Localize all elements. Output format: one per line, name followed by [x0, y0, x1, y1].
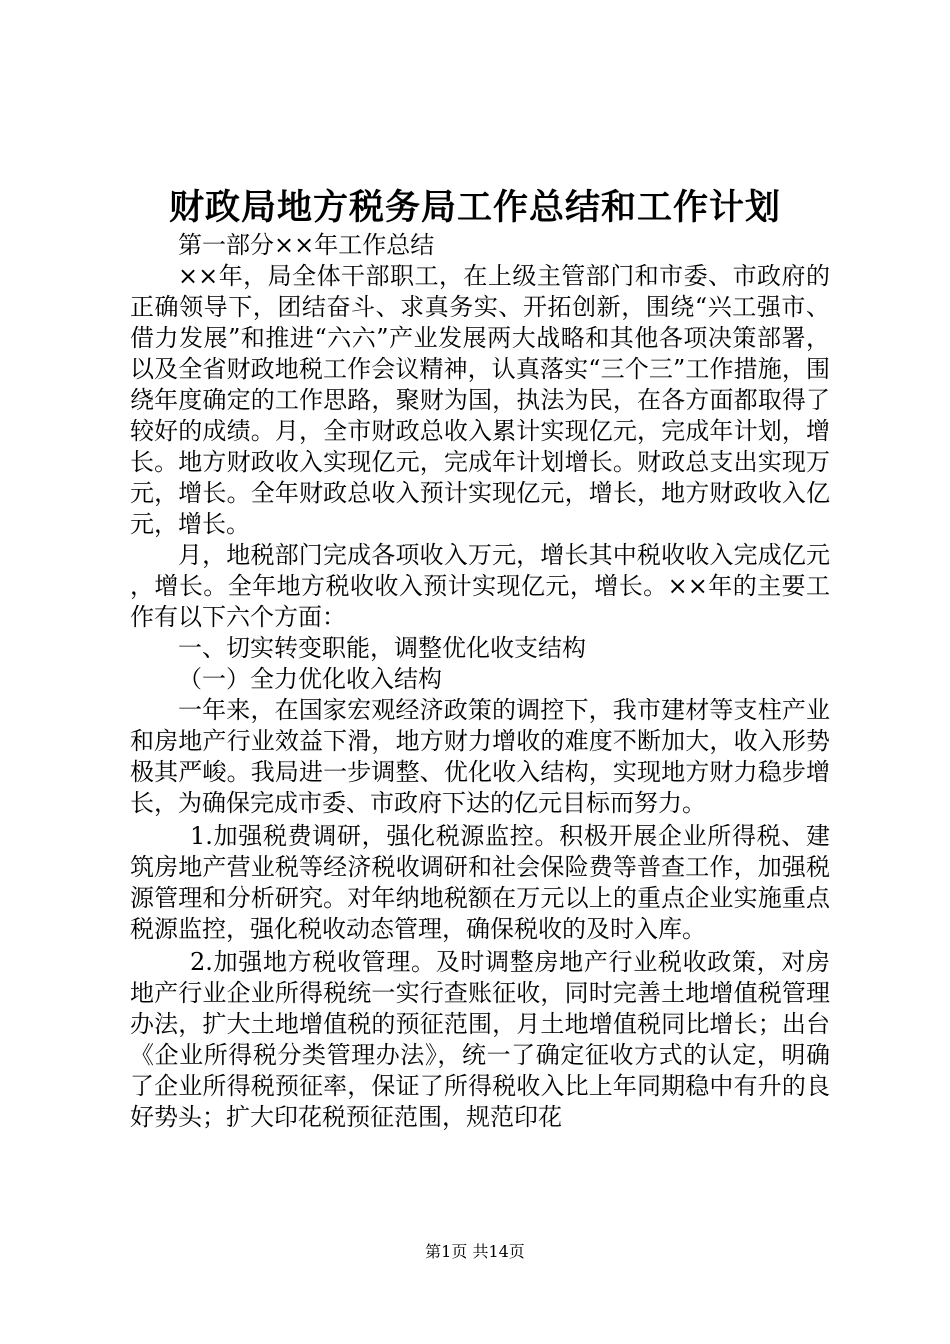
page-footer: 第1页 共14页: [425, 1242, 525, 1261]
document-title: 财政局地方税务局工作总结和工作计划: [168, 187, 781, 228]
paragraph: ××年，局全体干部职工，在上级主管部门和市委、市政府的正确领导下，团结奋斗、求真务实、开拓创新，围绕“兴工强市、借力发展”和推进“六六”产业发展两大战略和其他各项决策部署，以及全省财政地税工作会议精神，认真落实“三个三”工作措施，围绕年度确定的工作思路，聚财为国，执法为民，在各方面都取得了较好的成绩。月，全市财政总收入累计实现亿元，完成年计划，增长。地方财政收入实现亿元，完成年计划增长。财政总支出实现万元，增长。全年财政总收入预计实现亿元，增长，地方财政收入亿元，增长。: [130, 262, 830, 538]
section-heading: 一、切实转变职能，调整优化收支结构: [178, 634, 586, 662]
subsection-heading: （一）全力优化收入结构: [178, 665, 442, 693]
paragraph: 一年来，在国家宏观经济政策的调控下，我市建材等支柱产业和房地产行业效益下滑，地方财力增收的难度不断加大，收入形势极其严峻。我局进一步调整、优化收入结构，实现地方财力稳步增长，为确保完成市委、市政府下达的亿元目标而努力。: [130, 696, 830, 817]
paragraph: 月，地税部门完成各项收入万元，增长其中税收收入完成亿元，增长。全年地方税收收入预计实现亿元，增长。××年的主要工作有以下六个方面：: [130, 541, 830, 631]
numbered-paragraph: 1.加强税费调研，强化税源监控。积极开展企业所得税、建筑房地产营业税等经济税收调研和社会保险费等普查工作，加强税源管理和分析研究。对年纳地税额在万元以上的重点企业实施重点税源监控，强化税收动态管理，确保税收的及时入库。: [130, 822, 830, 943]
section-heading: 第一部分××年工作总结: [178, 231, 435, 259]
numbered-paragraph: 2.加强地方税收管理。及时调整房地产行业税收政策，对房地产行业企业所得税统一实行查账征收，同时完善土地增值税管理办法，扩大土地增值税的预征范围，月土地增值税同比增长；出台《企业所得税分类管理办法》，统一了确定征收方式的认定，明确了企业所得税预征率，保证了所得税收入比上年同期稳中有升的良好势头；扩大印花税预征范围，规范印花: [130, 948, 830, 1131]
document-body: [130, 230, 830, 1133]
